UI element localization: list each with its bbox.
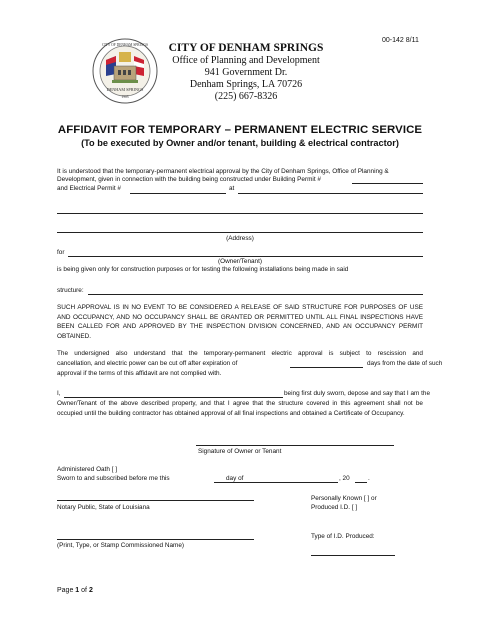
letterhead	[156, 42, 336, 103]
id-type-field[interactable]	[311, 555, 395, 556]
address-caption: (Address)	[226, 235, 254, 242]
city-seal-logo	[92, 38, 158, 104]
sworn-text-b: day of	[226, 475, 244, 482]
sworn-month-field[interactable]	[246, 482, 338, 483]
produced-id-checkbox[interactable]: Produced I.D. [ ]	[311, 504, 358, 511]
page-title: AFFIDAVIT FOR TEMPORARY – PERMANENT ELECTRIC SERVICE	[57, 124, 423, 136]
office-name: Office of Planning and Development	[172, 55, 320, 66]
rescission-line-2a: cancellation, and electric power can be cut off after expiration of	[57, 360, 238, 367]
electrical-permit-field[interactable]	[130, 193, 226, 194]
rescission-line-1: The undersigned also understand that the temporary-permanent electric approval is subject to rescission and	[57, 350, 423, 357]
installations-text: is being given only for construction purposes or for testing the following installations being made in said	[57, 266, 349, 273]
affiant-name-field[interactable]	[64, 397, 283, 398]
address-field-1[interactable]	[238, 193, 423, 194]
oath-i-label: I,	[57, 390, 61, 397]
structure-field[interactable]	[88, 294, 423, 295]
sworn-year-field[interactable]	[355, 482, 367, 483]
structure-label: structure:	[57, 287, 84, 294]
page-of: of	[79, 587, 89, 594]
owner-tenant-caption: (Owner/Tenant)	[217, 258, 263, 265]
seal-year: 1903	[121, 95, 129, 99]
at-label: at	[229, 185, 235, 192]
sworn-text-d: .	[368, 475, 370, 482]
notary-caption: Notary Public, State of Louisiana	[57, 504, 150, 511]
page-total: 2	[88, 587, 93, 594]
seal-bottom-text: DENHAM SPRINGS	[106, 87, 144, 92]
sworn-text-a: Sworn to and subscribed before me this	[57, 475, 170, 482]
electrical-permit-label: and Electrical Permit #	[57, 185, 121, 192]
for-label: for	[57, 249, 65, 256]
building-permit-field[interactable]	[352, 183, 423, 184]
oath-paragraph: Owner/Tenant of the above described property, and that I agree that the structure covered in this agreement shall not be occupied until the building contractor has obtained approval of all final inspections and obtained a Certificate of Occupancy.	[57, 400, 423, 417]
address-field-2[interactable]	[57, 213, 423, 214]
form-code: 00-142 8/11	[382, 37, 419, 44]
commissioned-name-field[interactable]	[57, 539, 254, 540]
rescission-line-2b: days from the date of such	[367, 360, 443, 367]
seal-top-text: CITY OF DENHAM SPRINGS	[101, 43, 149, 47]
commissioned-name-caption: (Print, Type, or Stamp Commissioned Name)	[57, 542, 185, 549]
owner-signature-caption: Signature of Owner or Tenant	[198, 448, 282, 455]
oath-line-1b: being first duly sworn, depose and say that I am the	[284, 390, 431, 397]
days-field[interactable]	[290, 367, 363, 368]
administered-oath-checkbox[interactable]: Administered Oath [ ]	[57, 466, 118, 473]
id-type-label: Type of I.D. Produced:	[311, 533, 375, 540]
city-name: CITY OF DENHAM SPRINGS	[168, 42, 324, 54]
street-address: 941 Government Dr.	[204, 67, 288, 78]
sworn-text-c: , 20	[339, 475, 350, 482]
notary-signature-field[interactable]	[57, 500, 254, 501]
intro-line-1: It is understood that the temporary-permanent electrical approval by the City of Denham Springs, Office of Planning &	[57, 168, 389, 175]
city-state-zip: Denham Springs, LA 70726	[189, 79, 303, 90]
owner-signature-field[interactable]	[196, 445, 394, 446]
page-current: 1	[75, 587, 80, 594]
rescission-line-3: approval if the terms of this affidavit are not complied with.	[57, 370, 222, 377]
address-field-3[interactable]	[57, 232, 423, 233]
page-subtitle: (To be executed by Owner and/or tenant, building & electrical contractor)	[81, 138, 399, 148]
occupancy-warning-paragraph: SUCH APPROVAL IS IN NO EVENT TO BE CONSIDERED A RELEASE OF SAID STRUCTURE FOR PURPOSES OF USE AND OCCUPANCY, AND NO OCCUPANCY SHALL BE GRANTED OR PERMITTED UNTIL ALL FINAL INSPECTIONS HAVE BEEN CALLED FOR AND APPROVED BY THE INSPECTION DIVISION CONCERNED, AND AN OCCUPANCY PERMIT OBTAINED.	[57, 304, 423, 340]
intro-line-2: Development, given in connection with the building being constructed under Building Permit #	[57, 176, 321, 183]
personally-known-checkbox[interactable]: Personally Known [ ] or	[311, 495, 377, 502]
phone-number: (225) 667-8326	[214, 91, 278, 102]
page-number	[57, 587, 93, 594]
page-prefix: Page	[57, 587, 76, 594]
